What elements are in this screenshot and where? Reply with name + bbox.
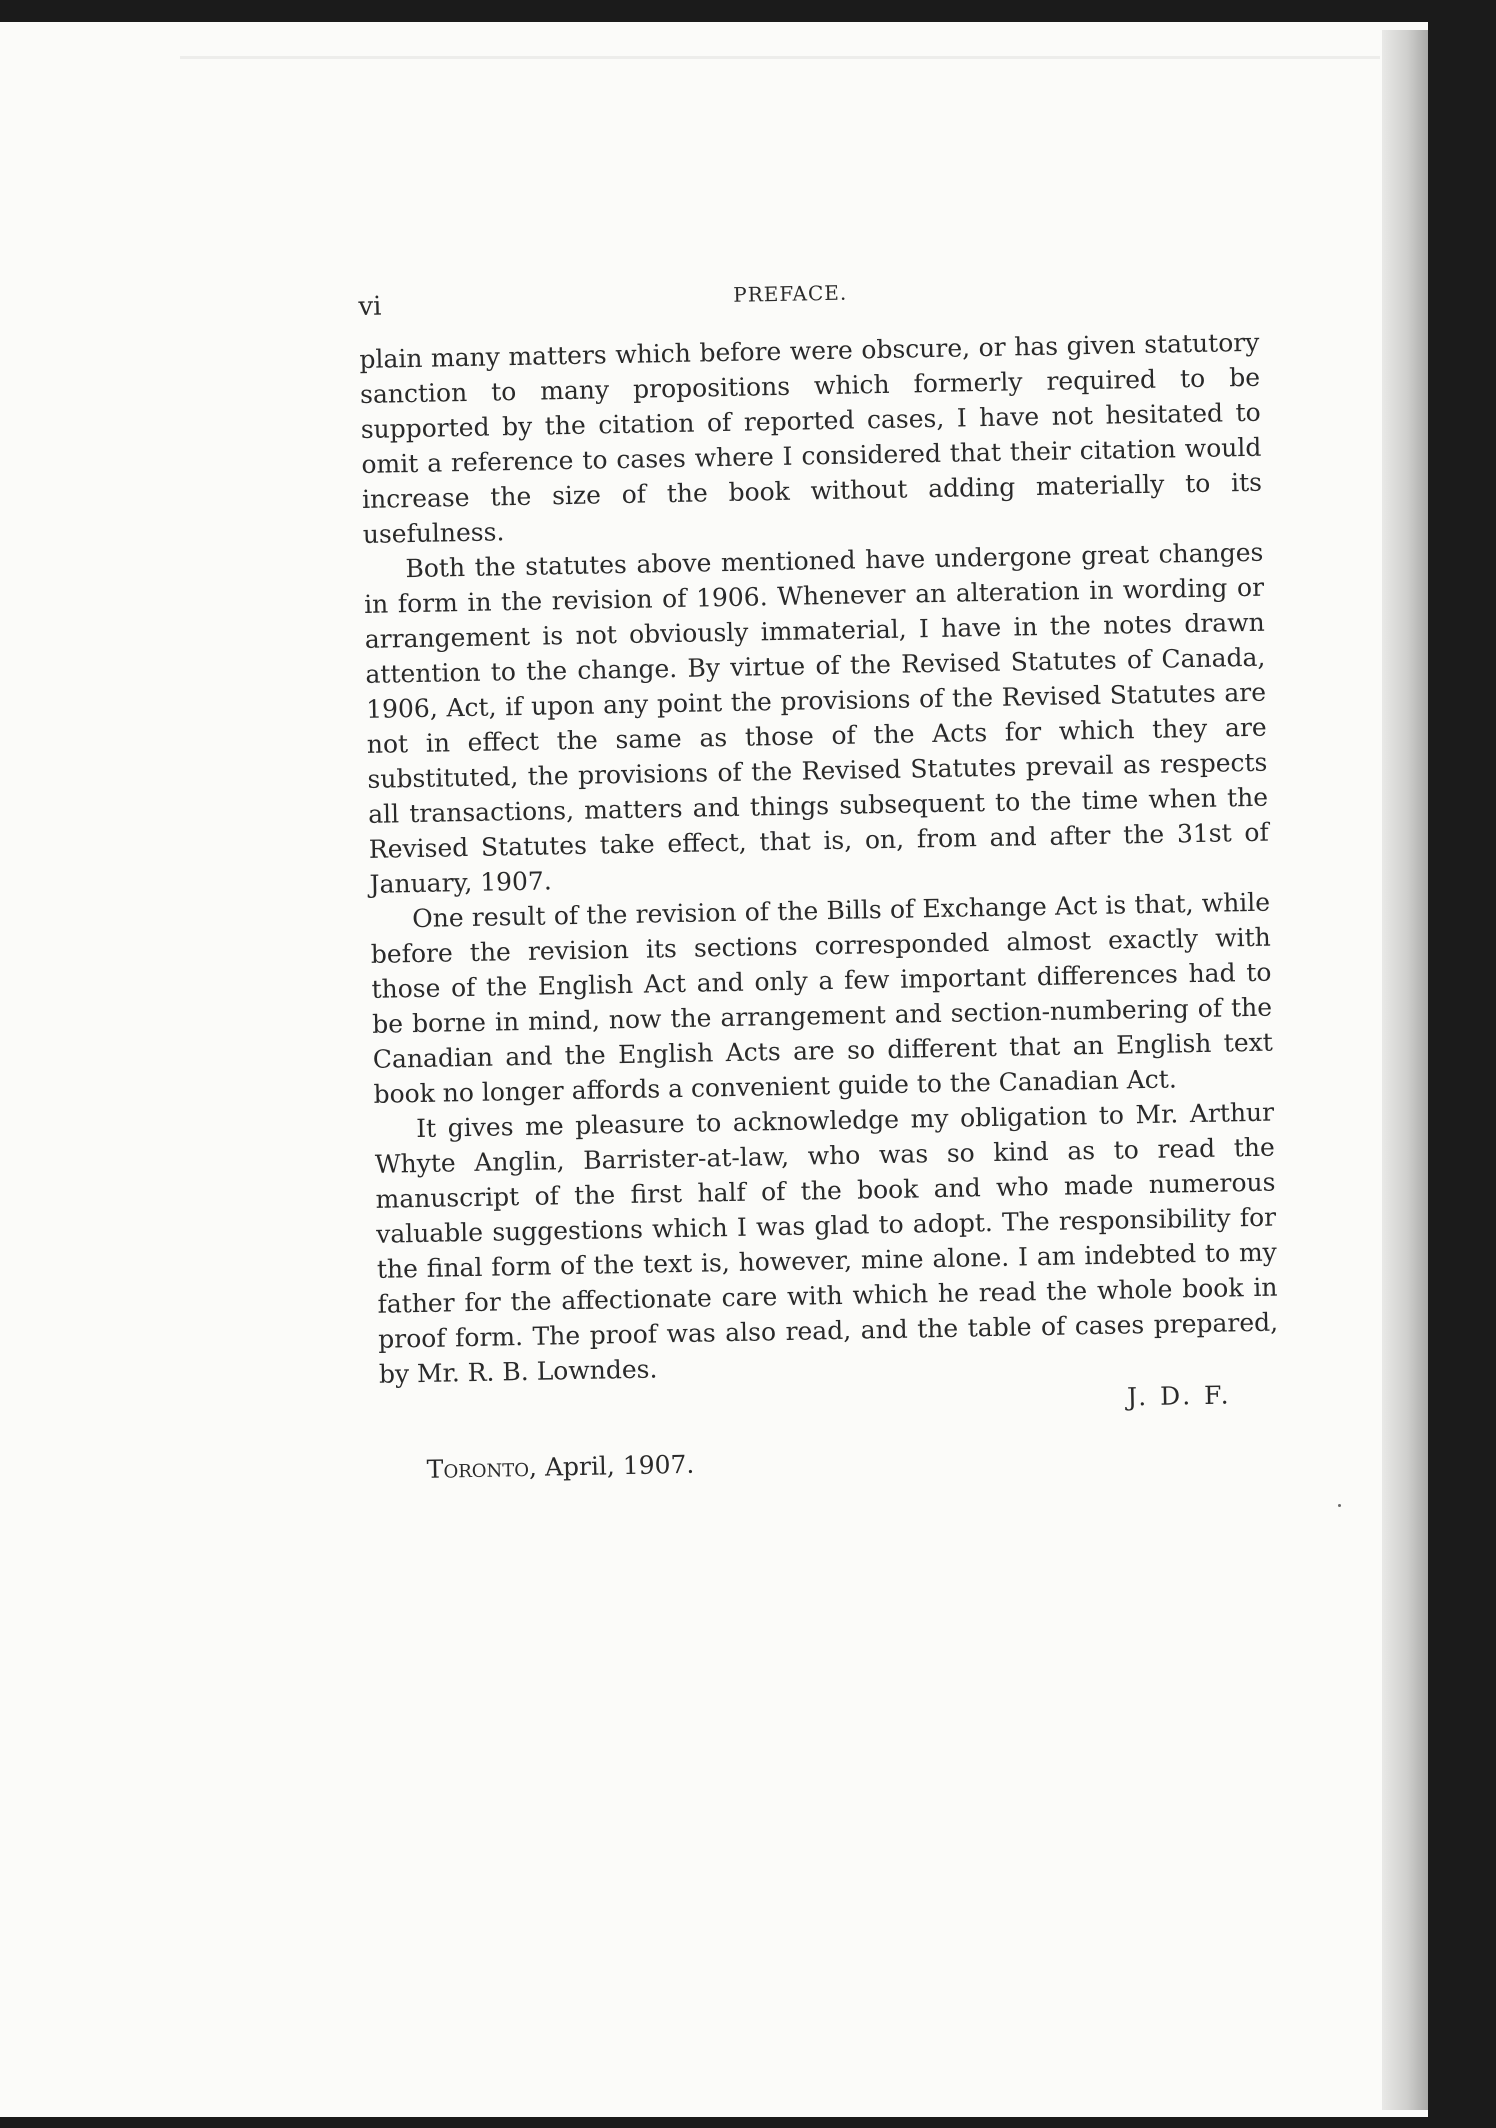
book-page bbox=[0, 22, 1428, 2117]
paragraph-1: plain many matters which before were obscure, or has given statutory sanction to many propositions which formerly required to be supported by the citation of reported cases, I have not hesitated to omit a reference to cases where I considered that their citation would increase the size of the book without adding materially to its usefulness. bbox=[359, 327, 1263, 549]
dust-speck bbox=[1338, 1504, 1341, 1507]
dateline-date: April, 1907. bbox=[544, 1449, 695, 1482]
preface-text-block bbox=[358, 267, 1281, 1488]
paragraph-2: Both the statutes above mentioned have undergone great changes in form in the revision of 1906. Whenever an alteration in wording or arrangement is not obviously immaterial, I have in the notes drawn attention to the change. By virtue of the Revised Statutes of Canada, 1906, Act, if upon any point the provisions of the Revised Statutes are not in effect the same as those of the Acts for which they are substituted, the provisions of the Revised Statutes prevail as respects all transactions, matters and things subsequent to the time when the Revised Statutes take effect, that is, on, from and after the 31st of January, 1907. bbox=[363, 537, 1269, 899]
preface-body bbox=[359, 325, 1279, 1392]
page-number: vi bbox=[358, 291, 382, 322]
dateline-place: Toronto, bbox=[426, 1452, 538, 1484]
page-edge-shadow bbox=[1382, 30, 1428, 2110]
paragraph-4: It gives me pleasure to acknowledge my obligation to Mr. Arthur Whyte Anglin, Barrister-at-law, who was so kind as to read the manuscript of the first half of the book and who made numerous valuable suggestions which I was glad to adopt. The responsibility for the final form of the text is, however, mine alone. I am indebted to my father for the affectionate care with which he read the whole book in proof form. The proof was also read, and the table of cases prepared, by Mr. R. B. Lowndes. bbox=[374, 1097, 1279, 1389]
author-initials: J. D. F. bbox=[1126, 1380, 1232, 1412]
page-top-edge bbox=[180, 56, 1380, 59]
dateline bbox=[380, 1436, 1281, 1488]
running-head bbox=[358, 267, 1259, 324]
running-head-title: PREFACE. bbox=[733, 280, 848, 307]
paragraph-3: One result of the revision of the Bills of Exchange Act is that, while before the revision its sections corresponded almost exactly with those of the English Act and only a few important differences had to be borne in mind, now the arrangement and section-numbering of the Canadian and the English Acts are so different that an English text book no longer affords a convenient guide to the Canadian Act. bbox=[370, 887, 1274, 1109]
